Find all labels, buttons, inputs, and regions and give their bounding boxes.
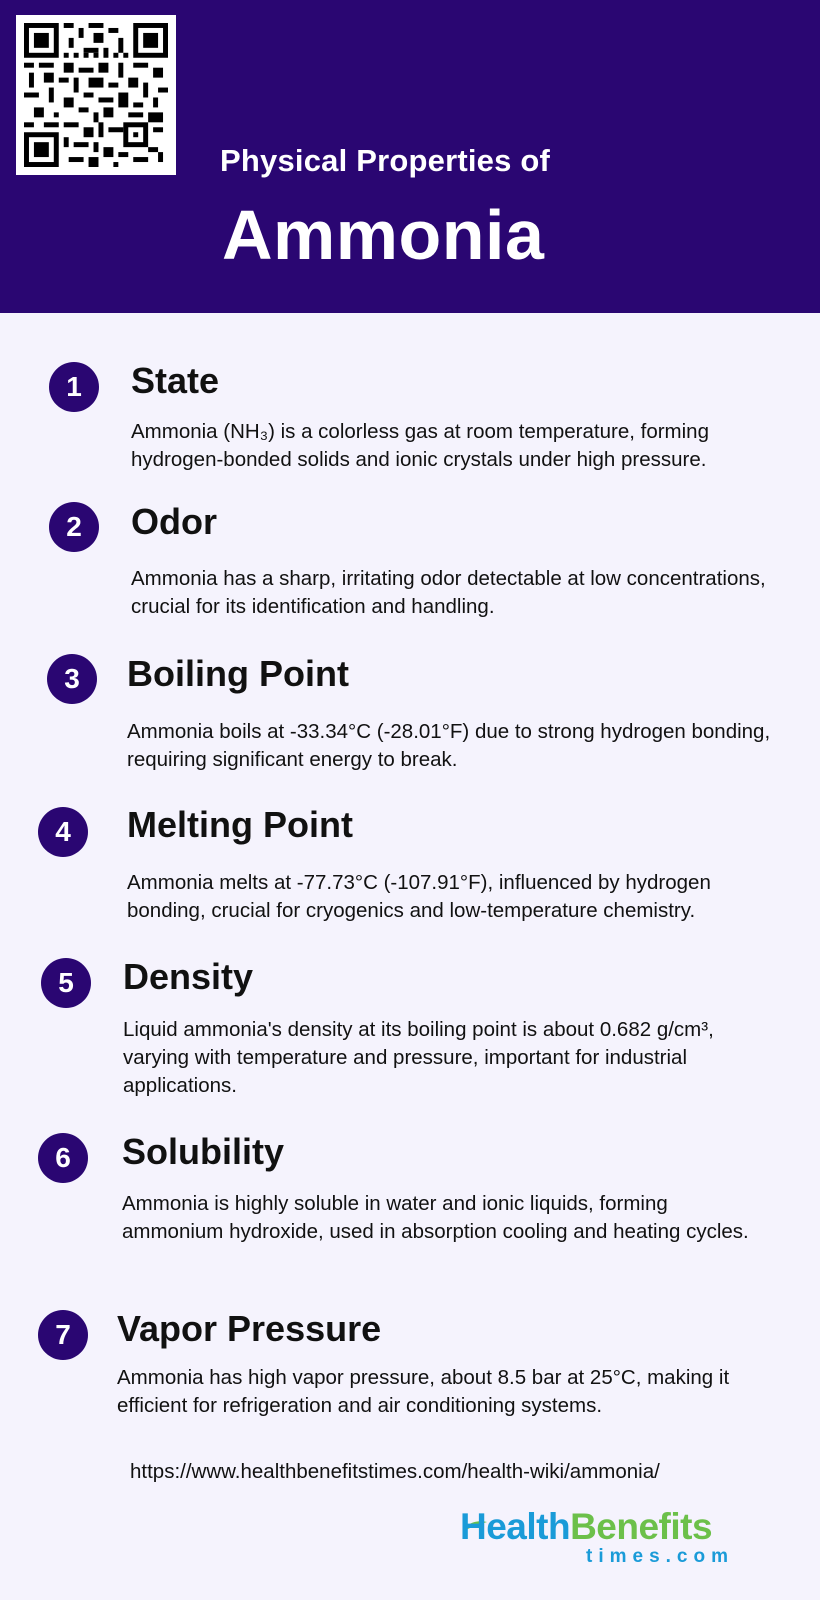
item-heading-vapor-pressure: Vapor Pressure [117, 1308, 382, 1349]
logo-times-text: times.com [586, 1546, 734, 1567]
step-badge-7: 7 [38, 1310, 88, 1360]
item-heading-melting-point: Melting Point [127, 804, 353, 845]
step-badge-3: 3 [47, 654, 97, 704]
item-text-density: Liquid ammonia's density at its boiling point is about 0.682 g/cm³, varying with temperature and pressure, important for industrial applications. [123, 1018, 714, 1097]
step-badge-5: 5 [41, 958, 91, 1008]
item-heading-solubility: Solubility [122, 1131, 284, 1172]
source-url[interactable]: https://www.healthbenefitstimes.com/health-wiki/ammonia/ [130, 1460, 660, 1483]
item-heading-density: Density [123, 956, 254, 997]
logo-wordmark [460, 1506, 712, 1548]
header-banner [0, 0, 820, 313]
item-text-boiling-point: Ammonia boils at -33.34°C (-28.01°F) due to strong hydrogen bonding, requiring significant energy to break. [127, 720, 771, 771]
item-text-vapor-pressure: Ammonia has high vapor pressure, about 8.5 bar at 25°C, making it efficient for refrigeration and air conditioning systems. [117, 1366, 730, 1417]
step-badge-6: 6 [38, 1133, 88, 1183]
item-heading-boiling-point: Boiling Point [127, 653, 349, 694]
item-text-odor: Ammonia has a sharp, irritating odor detectable at low concentrations, crucial for its identification and handling. [131, 567, 766, 618]
step-badge-2: 2 [49, 502, 99, 552]
item-text-melting-point: Ammonia melts at -77.73°C (-107.91°F), influenced by hydrogen bonding, crucial for cryogenics and low-temperature chemistry. [127, 871, 711, 922]
page-subtitle: Physical Properties of [220, 143, 551, 178]
health-benefits-times-logo [460, 1506, 760, 1566]
qr-code-icon [24, 23, 168, 167]
logo-health-text: Health [460, 1506, 571, 1547]
logo-benefits-text: Benefits [570, 1506, 713, 1547]
item-text-solubility: Ammonia is highly soluble in water and ionic liquids, forming ammonium hydroxide, used in absorption cooling and heating cycles. [122, 1192, 749, 1243]
step-badge-1: 1 [49, 362, 99, 412]
item-heading-state: State [131, 360, 220, 401]
page-title: Ammonia [222, 196, 545, 274]
item-heading-odor: Odor [131, 501, 217, 542]
item-text-state: Ammonia (NH₃) is a colorless gas at room temperature, forming hydrogen-bonded solids and ionic crystals under high pressure. [131, 420, 709, 471]
step-badge-4: 4 [38, 807, 88, 857]
qr-code [16, 15, 176, 175]
